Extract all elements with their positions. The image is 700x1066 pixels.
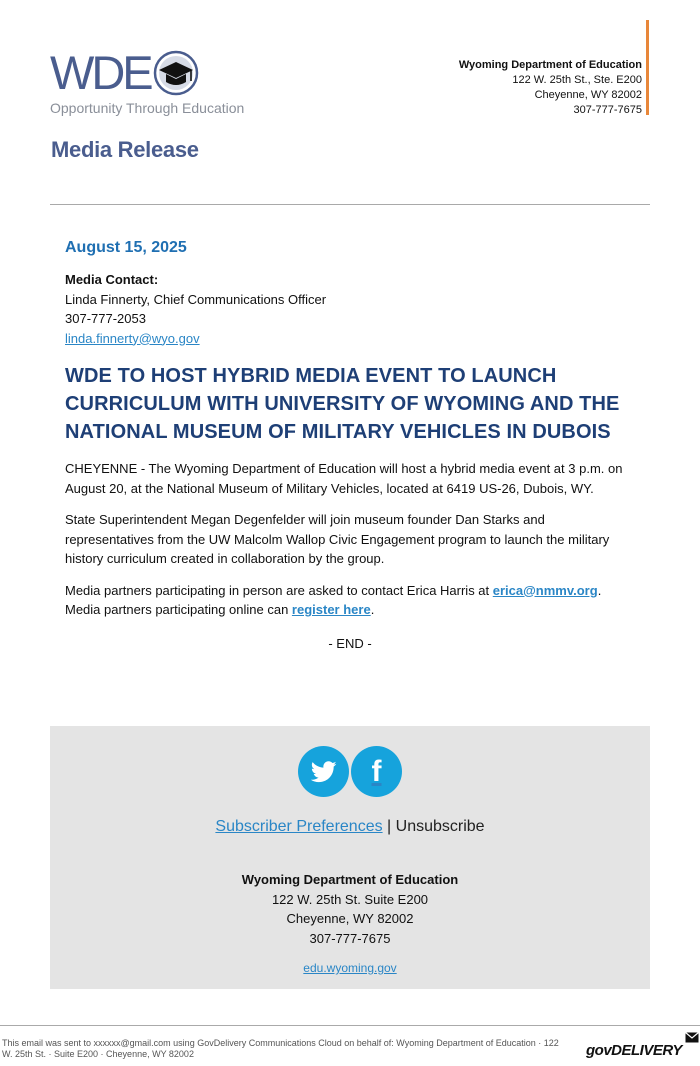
- footer-box: [50, 726, 650, 989]
- paragraph-announcement: CHEYENNE - The Wyoming Department of Education will host a hybrid media event at 3 p.m. on August 20, at the National Museum of Military Vehicles, located at 6419 US-26, Dubois, WY.: [65, 461, 623, 496]
- website-link[interactable]: edu.wyoming.gov: [303, 961, 397, 975]
- bottom-divider: [0, 1025, 700, 1026]
- subscriber-preferences-link[interactable]: Subscriber Preferences: [215, 818, 383, 835]
- release-headline: WDE TO HOST HYBRID MEDIA EVENT TO LAUNCH CURRICULUM WITH UNIVERSITY OF WYOMING AND THE NATIONAL MUSEUM OF MILITARY VEHICLES IN DUBOIS: [65, 365, 620, 443]
- wde-logo: [50, 45, 250, 120]
- facebook-button[interactable]: [351, 746, 402, 797]
- accent-divider: [646, 20, 649, 115]
- header-org-name: Wyoming Department of Education: [458, 59, 642, 71]
- link-separator: |: [382, 818, 396, 835]
- footer-website: [50, 961, 650, 975]
- in-person-text: Media partners participating in person are asked to contact Erica Harris at: [65, 582, 493, 598]
- online-text: Media partners participating online can: [65, 602, 292, 617]
- logo-letters: WDE: [50, 45, 151, 99]
- register-here-link[interactable]: register here: [291, 602, 371, 617]
- contact-name: Linda Finnerty, Chief Communications Officer: [65, 291, 327, 307]
- subscription-links: [50, 817, 650, 837]
- erica-email-link[interactable]: erica@nmmv.org: [492, 582, 598, 598]
- contact-phone: 307-777-2053: [65, 311, 146, 326]
- media-contact-label: Media Contact:: [65, 272, 159, 287]
- online-end: .: [370, 602, 375, 617]
- graduation-cap-icon: [153, 50, 199, 96]
- in-person-end: .: [597, 582, 602, 598]
- twitter-button[interactable]: [298, 746, 349, 797]
- social-links: [50, 746, 650, 797]
- header-address: [459, 58, 642, 118]
- footer-phone: 307-777-7675: [309, 930, 391, 946]
- header-phone: 307-777-7675: [573, 104, 642, 116]
- header-street: 122 W. 25th St., Ste. E200: [512, 74, 642, 86]
- end-marker: - END -: [328, 635, 372, 651]
- govdelivery-logo: govDELIVERY: [586, 1042, 682, 1059]
- header-divider: [50, 204, 650, 205]
- footer-address: [50, 870, 650, 948]
- legal-notice: This email was sent to xxxxxx@gmail.com using GovDelivery Communications Cloud on behalf of: Wyoming Department of Education · 122 W. 25th St. · Suite E200 · Cheyenne, WY 82002: [2, 1038, 559, 1059]
- footer-org-name: Wyoming Department of Education: [241, 872, 459, 887]
- paragraph-media-partners: [65, 581, 635, 620]
- footer-city: Cheyenne, WY 82002: [286, 911, 414, 926]
- footer-street: 122 W. 25th St. Suite E200: [271, 891, 429, 907]
- paragraph-participants: State Superintendent Megan Degenfelder will join museum founder Dan Starks and representatives from the UW Malcolm Wallop Civic Engagement program to launch the military history curriculum created in collaboration by the group.: [65, 512, 610, 566]
- envelope-icon: [685, 1032, 699, 1043]
- header-city: Cheyenne, WY 82002: [534, 89, 642, 101]
- release-content: [65, 238, 635, 653]
- contact-email-link[interactable]: linda.finnerty@wyo.gov: [65, 330, 200, 346]
- facebook-icon: f: [371, 754, 382, 788]
- media-release-title: Media Release: [51, 137, 199, 162]
- release-date: August 15, 2025: [65, 239, 187, 256]
- logo-mark: [50, 45, 250, 99]
- unsubscribe-link[interactable]: Unsubscribe: [395, 818, 485, 835]
- logo-tagline: Opportunity Through Education: [50, 100, 245, 116]
- twitter-icon: [311, 761, 337, 783]
